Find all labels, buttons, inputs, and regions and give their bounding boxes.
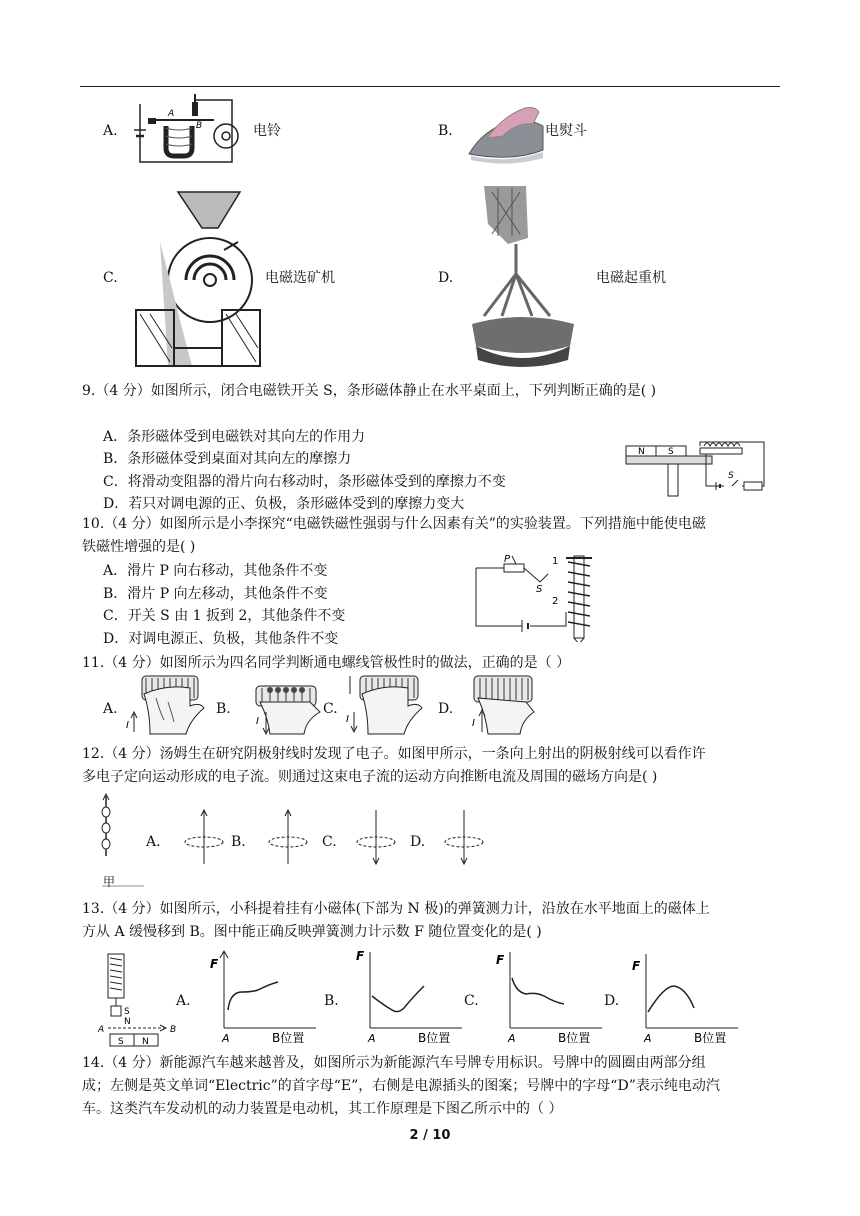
q13-c-x0: A (508, 1032, 516, 1044)
electric-bell-figure (122, 92, 250, 174)
q13-b-y-label: F (356, 949, 365, 963)
q10-switch-s: S (536, 584, 543, 595)
q13-graph-d (630, 950, 740, 1044)
q13-graph-a (208, 948, 318, 1044)
q10-option-d: D．对调电源正、负极，其他条件不变 (103, 631, 339, 647)
q13-small-magnet-s: S (124, 1007, 130, 1017)
q12-stem-line1: 12.（4 分）汤姆生在研究阴极射线时发现了电子。如图甲所示，一条向上射出的阴极射线可以看作许 (82, 746, 706, 762)
q13-option-d-letter: D. (604, 993, 620, 1009)
q13-point-a: A (98, 1025, 105, 1035)
q8-option-a-letter: A. (103, 123, 118, 139)
q11-c-current-label: I (346, 714, 349, 725)
q12-option-b-letter: B. (231, 834, 246, 850)
q11-a-current-label: I (126, 720, 129, 731)
q14-line1: 14.（4 分）新能源汽车越来越普及，如图所示为新能源汽车号牌专用标识。号牌中的圆圈由两部分组 (82, 1055, 706, 1071)
q11-option-a-letter: A. (103, 701, 118, 717)
q13-c-x1: B位置 (558, 1031, 591, 1044)
q13-a-x1: B位置 (272, 1031, 305, 1044)
q8-option-c-caption: 电磁选矿机 (265, 270, 335, 286)
q8-option-b-letter: B. (438, 123, 453, 139)
q13-a-y-label: F (210, 957, 219, 971)
q13-option-c-letter: C. (464, 993, 479, 1009)
q13-small-magnet-n: N (124, 1017, 131, 1027)
q10-option-c: C．开关 S 由 1 扳到 2，其他条件不变 (103, 608, 346, 624)
q8-option-d-caption: 电磁起重机 (596, 270, 666, 286)
q13-option-a-letter: A. (176, 993, 191, 1009)
q12-option-c-field (352, 806, 402, 868)
q13-b-x0: A (368, 1032, 376, 1044)
q13-ground-magnet-n: N (142, 1037, 149, 1047)
q12-option-b-field (264, 806, 314, 868)
q12-option-d-field (440, 806, 490, 868)
q13-d-x0: A (644, 1032, 652, 1044)
q8-option-c-letter: C. (103, 270, 118, 286)
q11-option-a-hand-solenoid (120, 672, 212, 738)
q11-option-c-hand-solenoid (342, 672, 434, 738)
q9-magnet-s: S (668, 447, 674, 457)
q11-option-b-hand-solenoid (240, 672, 332, 738)
q13-ground-magnet-s: S (118, 1037, 124, 1047)
q10-slider-p: P (504, 554, 511, 565)
q13-spring-scale-figure (96, 948, 182, 1048)
magnetic-separator-figure (132, 188, 264, 370)
q12-figure-jia: 甲 (103, 875, 116, 889)
page-number: 2 / 10 (409, 1128, 451, 1143)
q12-stem-line2: 多电子定向运动形成的电子流。则通过这束电子流的运动方向推断电流及周围的磁场方向是( ) (82, 769, 658, 785)
q14-line2: 成；左侧是英文单词“Electric”的首字母“E”，右侧是电源插头的图案；号牌中的字母“D”表示纯电动汽 (82, 1078, 720, 1094)
q12-option-a-field (180, 806, 230, 868)
q9-magnet-n: N (638, 447, 645, 457)
q10-option-b: B．滑片 P 向左移动，其他条件不变 (103, 586, 328, 602)
q9-stem: 9.（4 分）如图所示，闭合电磁铁开关 S，条形磁体静止在水平桌面上，下列判断正确的是( ) (82, 383, 657, 399)
electromagnetic-crane-figure (468, 184, 580, 372)
q8-label-a: A (168, 109, 175, 119)
q8-option-d-letter: D. (438, 270, 454, 286)
q12-option-d-letter: D. (410, 834, 426, 850)
q13-b-x1: B位置 (418, 1031, 451, 1044)
q9-circuit-figure (624, 438, 768, 500)
electric-iron-figure (463, 96, 549, 168)
q14-line3: 车。这类汽车发动机的动力装置是电动机，其工作原理是下图乙所示中的（ ） (82, 1101, 563, 1117)
q13-graph-c (494, 948, 604, 1044)
q13-point-b: B (170, 1025, 177, 1035)
q10-contact-2: 2 (552, 596, 559, 607)
q13-c-y-label: F (496, 953, 505, 967)
q12-option-a-letter: A. (146, 834, 161, 850)
q13-graph-b (354, 944, 464, 1044)
q9-option-a: A．条形磁体受到电磁铁对其向左的作用力 (103, 429, 366, 445)
q8-label-b: B (196, 121, 203, 131)
q13-stem-line2: 方从 A 缓慢移到 B。图中能正确反映弹簧测力计示数 F 随位置变化的是( ) (82, 924, 542, 940)
q10-stem-line1: 10.（4 分）如图所示是小李探究“电磁铁磁性强弱与什么因素有关”的实验装置。下列措施中能使电磁 (82, 516, 706, 532)
q9-switch-s: S (728, 471, 734, 481)
header-rule (80, 86, 780, 87)
q13-a-x0: A (222, 1032, 230, 1044)
q9-option-b: B．条形磁体受到桌面对其向左的摩擦力 (103, 451, 352, 467)
q10-stem-line2: 铁磁性增强的是( ) (82, 539, 196, 555)
q11-option-b-letter: B. (216, 701, 231, 717)
q11-d-current-label: I (472, 718, 475, 729)
q11-option-d-letter: D. (438, 701, 454, 717)
q11-option-c-letter: C. (323, 701, 338, 717)
q10-contact-1: 1 (552, 556, 559, 567)
q13-d-x1: B位置 (694, 1031, 727, 1044)
q12-option-c-letter: C. (322, 834, 337, 850)
q9-option-c: C．将滑动变阻器的滑片向右移动时，条形磁体受到的摩擦力不变 (103, 474, 506, 490)
q11-b-current-label: I (256, 716, 259, 727)
q11-stem: 11.（4 分）如图所示为四名同学判断通电螺线管极性时的做法，正确的是（ ） (82, 655, 571, 671)
q10-circuit-figure (470, 552, 598, 642)
q13-stem-line1: 13.（4 分）如图所示，小科提着挂有小磁体(下部为 N 极)的弹簧测力计，沿放在水平地面上的磁体上 (82, 901, 710, 917)
q8-option-a-caption: 电铃 (253, 123, 281, 139)
q10-option-a: A．滑片 P 向右移动，其他条件不变 (103, 563, 328, 579)
q11-option-d-hand-solenoid (456, 672, 548, 738)
q9-option-d: D．若只对调电源的正、负极，条形磁体受到的摩擦力变大 (103, 496, 465, 512)
q8-option-b-caption: 电熨斗 (545, 123, 587, 139)
q13-d-y-label: F (632, 959, 641, 973)
q13-option-b-letter: B. (324, 993, 339, 1009)
